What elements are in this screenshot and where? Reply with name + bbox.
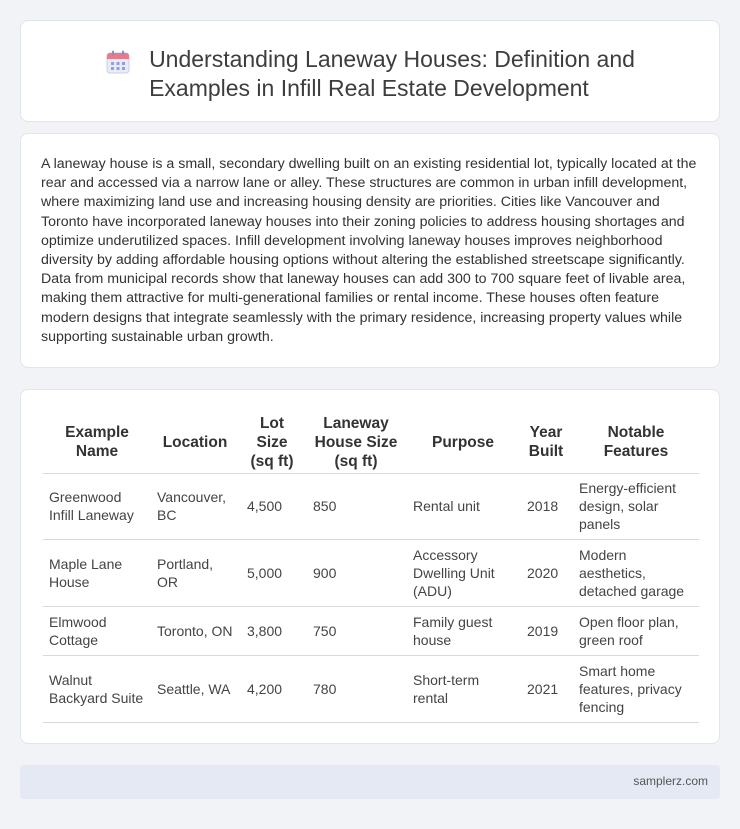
- cell-purpose: Rental unit: [407, 473, 519, 539]
- examples-table: [43, 412, 699, 723]
- cell-example-name: Walnut Backyard Suite: [43, 655, 151, 722]
- footer-bar: [20, 765, 720, 799]
- cell-location: Seattle, WA: [151, 655, 239, 722]
- cell-example-name: Elmwood Cottage: [43, 606, 151, 655]
- cell-location: Toronto, ON: [151, 606, 239, 655]
- footer-site-link[interactable]: samplerz.com: [633, 774, 708, 788]
- table-card: [20, 389, 720, 744]
- table-row: [43, 539, 699, 606]
- cell-laneway-size: 850: [305, 473, 407, 539]
- cell-laneway-size: 780: [305, 655, 407, 722]
- intro-card: [20, 133, 720, 368]
- cell-lot-size: 4,200: [239, 655, 305, 722]
- cell-notable-features: Open floor plan, green roof: [573, 606, 699, 655]
- page-title-line1: Understanding Laneway Houses: Definition and: [149, 46, 635, 72]
- header-card: [20, 20, 720, 122]
- cell-laneway-size: 750: [305, 606, 407, 655]
- cell-purpose: Short-term rental: [407, 655, 519, 722]
- page-title-line2: Examples in Infill Real Estate Development: [149, 75, 589, 101]
- table-row: [43, 606, 699, 655]
- cell-year-built: 2021: [519, 655, 573, 722]
- col-header-notable-features: Notable Features: [573, 412, 699, 473]
- cell-notable-features: Modern aesthetics, detached garage: [573, 539, 699, 606]
- cell-purpose: Accessory Dwelling Unit (ADU): [407, 539, 519, 606]
- col-header-year-built: Year Built: [519, 412, 573, 473]
- cell-location: Vancouver, BC: [151, 473, 239, 539]
- col-header-lot-size: Lot Size (sq ft): [239, 412, 305, 473]
- col-header-purpose: Purpose: [407, 412, 519, 473]
- cell-year-built: 2019: [519, 606, 573, 655]
- intro-paragraph: A laneway house is a small, secondary dwelling built on an existing residential lot, typically located at the rear and accessed via a narrow lane or alley. These structures are common in urban infill development, where maximizing land use and increasing housing density are priorities. Cities like Vancouver and Toronto have incorporated laneway houses into their zoning policies to address housing shortages and optimize underutilized spaces. Infill development involving laneway houses improves neighborhood diversity by adding affordable housing options without altering the established streetscape significantly. Data from municipal records show that laneway houses can add 300 to 700 square feet of livable area, making them attractive for multi-generational families or rental income. These houses often feature modern designs that integrate seamlessly with the primary residence, increasing property values while supporting sustainable urban growth.: [41, 156, 697, 345]
- cell-lot-size: 4,500: [239, 473, 305, 539]
- cell-lot-size: 3,800: [239, 606, 305, 655]
- cell-year-built: 2018: [519, 473, 573, 539]
- header: [21, 45, 719, 103]
- table-row: [43, 655, 699, 722]
- cell-purpose: Family guest house: [407, 606, 519, 655]
- col-header-location: Location: [151, 412, 239, 473]
- col-header-laneway-size: Laneway House Size (sq ft): [305, 412, 407, 473]
- cell-laneway-size: 900: [305, 539, 407, 606]
- cell-example-name: Maple Lane House: [43, 539, 151, 606]
- cell-notable-features: Smart home features, privacy fencing: [573, 655, 699, 722]
- cell-year-built: 2020: [519, 539, 573, 606]
- table-header-row: [43, 412, 699, 473]
- table-row: [43, 473, 699, 539]
- cell-notable-features: Energy-efficient design, solar panels: [573, 473, 699, 539]
- cell-lot-size: 5,000: [239, 539, 305, 606]
- cell-location: Portland, OR: [151, 539, 239, 606]
- cell-example-name: Greenwood Infill Laneway: [43, 473, 151, 539]
- page-title: [149, 45, 635, 103]
- calendar-icon: [105, 49, 131, 75]
- col-header-example-name: Example Name: [43, 412, 151, 473]
